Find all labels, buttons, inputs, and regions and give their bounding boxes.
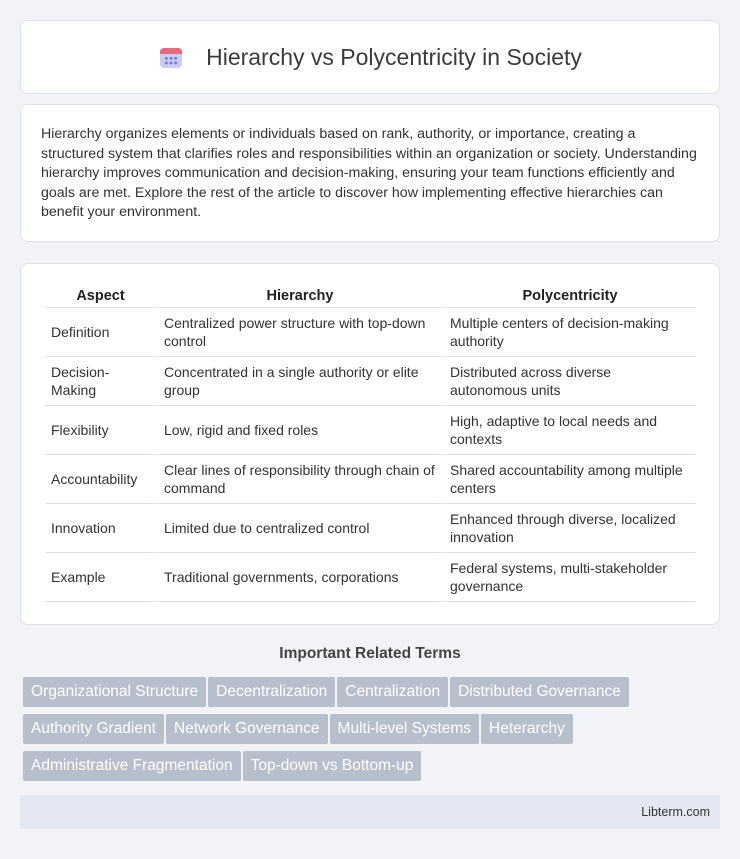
cell-aspect: Accountability [45, 455, 156, 504]
cell-polycentricity: Federal systems, multi-stakeholder governance [444, 553, 696, 602]
comparison-table-card [20, 263, 720, 625]
related-term-tag[interactable]: Multi-level Systems [330, 714, 480, 744]
cell-polycentricity: Enhanced through diverse, localized innovation [444, 504, 696, 553]
cell-aspect: Innovation [45, 504, 156, 553]
related-term-tag[interactable]: Administrative Fragmentation [23, 751, 241, 781]
table-row [45, 406, 696, 455]
related-term-tag[interactable]: Network Governance [166, 714, 328, 744]
cell-polycentricity: Shared accountability among multiple centers [444, 455, 696, 504]
table-row [45, 308, 696, 357]
cell-aspect: Decision-Making [45, 357, 156, 406]
cell-hierarchy: Concentrated in a single authority or elite group [158, 357, 442, 406]
table-header-row [45, 284, 696, 308]
column-header-polycentricity: Polycentricity [444, 284, 696, 308]
page-title: Hierarchy vs Polycentricity in Society [206, 43, 582, 70]
column-header-aspect: Aspect [45, 284, 156, 308]
intro-card [20, 104, 720, 242]
cell-aspect: Example [45, 553, 156, 602]
related-term-tag[interactable]: Heterarchy [481, 714, 573, 744]
related-term-tag[interactable]: Top-down vs Bottom-up [243, 751, 422, 781]
comparison-table [43, 284, 698, 602]
intro-text: Hierarchy organizes elements or individuals based on rank, authority, or importance, creating a structured system that clarifies roles and responsibilities within an organization or society. Understanding hierarchy improves communication and decision-making, ensuring your team functions efficiently and goals are met. Explore the rest of the article to discover how implementing effective hierarchies can benefit your environment. [41, 126, 697, 221]
related-term-tag[interactable]: Authority Gradient [23, 714, 164, 744]
cell-polycentricity: Distributed across diverse autonomous units [444, 357, 696, 406]
related-term-tag[interactable]: Distributed Governance [450, 677, 629, 707]
related-term-tag[interactable]: Decentralization [208, 677, 335, 707]
related-terms-title: Important Related Terms [279, 645, 461, 662]
table-row [45, 455, 696, 504]
header-card [20, 20, 720, 94]
cell-hierarchy: Centralized power structure with top-down control [158, 308, 442, 357]
cell-polycentricity: Multiple centers of decision-making authority [444, 308, 696, 357]
cell-aspect: Definition [45, 308, 156, 357]
column-header-hierarchy: Hierarchy [158, 284, 442, 308]
cell-hierarchy: Low, rigid and fixed roles [158, 406, 442, 455]
related-terms-list [23, 677, 723, 788]
cell-hierarchy: Limited due to centralized control [158, 504, 442, 553]
cell-hierarchy: Clear lines of responsibility through chain of command [158, 455, 442, 504]
header-title-wrap [158, 44, 582, 71]
cell-polycentricity: High, adaptive to local needs and contexts [444, 406, 696, 455]
cell-hierarchy: Traditional governments, corporations [158, 553, 442, 602]
cell-aspect: Flexibility [45, 406, 156, 455]
related-term-tag[interactable]: Centralization [337, 677, 448, 707]
related-term-tag[interactable]: Organizational Structure [23, 677, 206, 707]
footer-bar [20, 795, 720, 829]
calendar-icon [158, 44, 184, 70]
table-row [45, 357, 696, 406]
footer-site-link[interactable]: Libterm.com [641, 805, 710, 819]
table-row [45, 553, 696, 602]
table-row [45, 504, 696, 553]
